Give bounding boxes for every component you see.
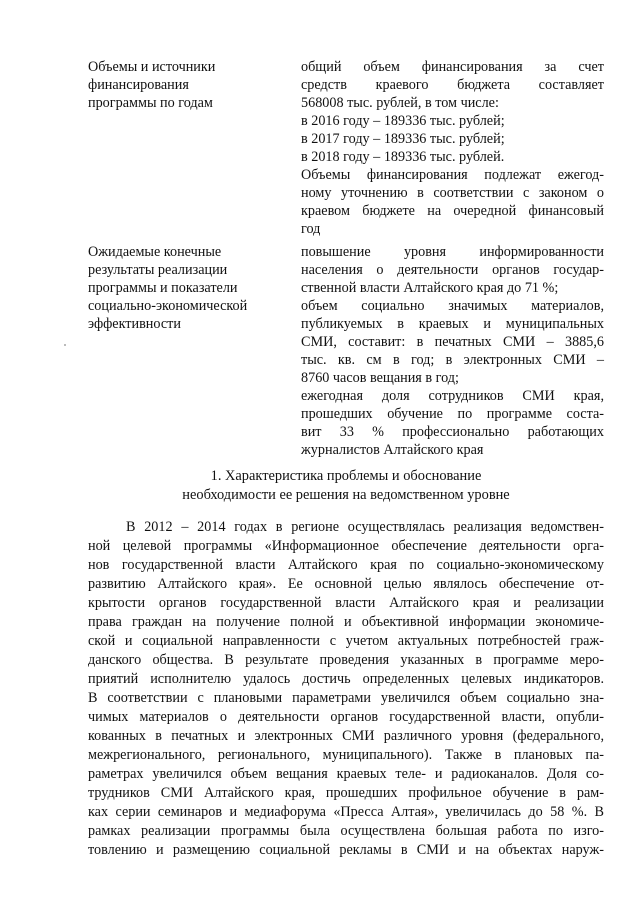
value-line: в 2017 году – 189336 тыс. рублей; [301,131,505,147]
row-label [88,243,278,333]
body-line: кованных в печатных и электронных СМИ различного уровня (федерального, [88,728,604,744]
body-line: нов государственной власти Алтайского края по социально-экономическому [88,557,604,573]
body-line: трудников СМИ Алтайского края, прошедших профильное обучение в рам- [88,785,604,801]
value-line: краевом бюджете на очередной финансовый [301,203,604,219]
row-label [88,58,278,112]
body-line: ках серии семинаров и медиафорума «Пресса Алтая», увеличилась до 58 %. В [88,804,604,820]
body-line: В 2012 – 2014 годах в регионе осуществлялась реализация ведомствен- [126,519,604,535]
value-line: прошедших обучение по программе соста- [301,406,604,422]
value-line: средств краевого бюджета составляет [301,77,604,93]
value-line: 8760 часов вещания в год; [301,370,459,386]
section-heading [88,467,604,505]
body-line: чимых материалов о деятельности органов государственной власти, опубли- [88,709,604,725]
body-line: товлению и размещению социальной рекламы в СМИ и на объектах наруж- [88,842,604,858]
section-body [88,518,604,860]
value-line: Объемы финансирования подлежат ежегод- [301,167,604,183]
value-line: общий объем финансирования за счет [301,59,604,75]
value-line: населения о деятельности органов государ- [301,262,604,278]
label-line: программы по годам [88,95,213,111]
label-line: результаты реализации [88,262,228,278]
body-line: ной целевой программы «Информационное обеспечение деятельности орга- [88,538,604,554]
row-value [301,243,604,459]
label-line: Объемы и источники [88,59,216,75]
scan-speck [64,344,66,346]
body-line: раметрах увеличился объем вещания краевых теле- и радиоканалов. Доля со- [88,766,604,782]
body-line: крытости органов государственной власти Алтайского края и реализации [88,595,604,611]
value-line: тыс. кв. см в год; в электронных СМИ – [301,352,604,368]
body-line: межрегионального, регионального, муниципального). Также в плановых па- [88,747,604,763]
label-line: Ожидаемые конечные [88,244,222,260]
label-line: социально-экономической [88,298,248,314]
value-line: в 2018 году – 189336 тыс. рублей. [301,149,505,165]
value-line: ственной власти Алтайского края до 71 %; [301,280,559,296]
body-line: В соответствии с плановыми параметрами увеличился объем социально зна- [88,690,604,706]
value-line: ежегодная доля сотрудников СМИ края, [301,388,604,404]
heading-line: необходимости ее решения на ведомственном уровне [182,487,510,503]
value-line: ному уточнению в соответствии с законом о [301,185,604,201]
body-line: развитию Алтайского края». Ее основной целью являлось обеспечение от- [88,576,604,592]
body-line: права граждан на получение полной и объективной информации экономиче- [88,614,604,630]
label-line: финансирования [88,77,189,93]
body-line: рамках реализации программы была осуществлена большая работа по изго- [88,823,604,839]
value-line: СМИ, составит: в печатных СМИ – 3885,6 [301,334,604,350]
label-line: эффективности [88,316,181,332]
value-line: в 2016 году – 189336 тыс. рублей; [301,113,505,129]
value-line: вит 33 % профессионально работающих [301,424,604,440]
value-line: публикуемых в краевых и муниципальных [301,316,604,332]
label-line: программы и показатели [88,280,238,296]
value-line: 568008 тыс. рублей, в том числе: [301,95,499,111]
row-value [301,58,604,238]
body-line: данского общества. В результате проведения указанных в программе меро- [88,652,604,668]
value-line: журналистов Алтайского края [301,442,484,458]
body-line: ской и социальной направленности с учетом актуальных потребностей граж- [88,633,604,649]
heading-line: 1. Характеристика проблемы и обоснование [210,468,482,484]
value-line: повышение уровня информированности [301,244,604,260]
value-line: год [301,221,321,237]
value-line: объем социально значимых материалов, [301,298,604,314]
body-line: приятий исполнителю удалось достичь определенных целевых индикаторов. [88,671,604,687]
